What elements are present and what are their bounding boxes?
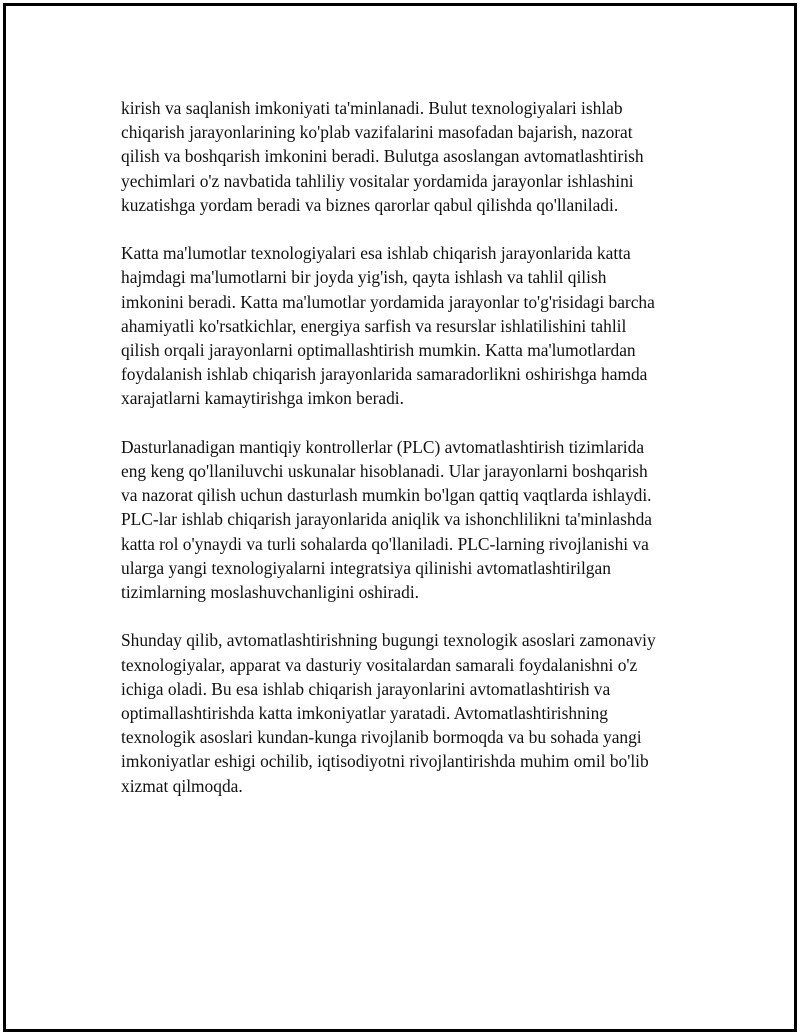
paragraph-big-data: Katta ma'lumotlar texnologiyalari esa ishlab chiqarish jarayonlarida katta hajmdagi ma'lumotlarni bir joyda yig'ish, qayta ishlash va tahlil qilish imkonini beradi. Katta ma'lumotlar yordamida jarayonlar to'g'risidagi barcha ahamiyatli ko'rsatkichlar, energiya sarfish va resurslar ishlatilishini tahlil qilish orqali jarayonlarni optimallashtirish mumkin. Katta ma'lumotlardan foydalanish ishlab chiqarish jarayonlarida samaradorlikni oshirishga hamda xarajatlarni kamaytirishga imkon beradi. bbox=[121, 243, 655, 409]
paragraph-cloud-technologies: kirish va saqlanish imkoniyati ta'minlanadi. Bulut texnologiyalari ishlab chiqarish jarayonlarining ko'plab vazifalarini masofadan bajarish, nazorat qilish va boshqarish imkonini beradi. Bulutga asoslangan avtomatlashtirish yechimlari o'z navbatida tahliliy vositalar yordamida jarayonlar ishlashini kuzatishga yordam beradi va biznes qarorlar qabul qilishda qo'llaniladi. bbox=[121, 98, 644, 215]
paragraph-conclusion: Shunday qilib, avtomatlashtirishning bugungi texnologik asoslari zamonaviy texnologiyalar, apparat va dasturiy vositalardan samarali foydalanishni o'z ichiga oladi. Bu esa ishlab chiqarish jarayonlarini avtomatlashtirish va optimallashtirishda katta imkoniyatlar yaratadi. Avtomatlashtirishning texnologik asoslari kundan-kunga rivojlanib bormoqda va bu sohada yangi imkoniyatlar eshigi ochilib, iqtisodiyotni rivojlantirishda muhim omil bo'lib xizmat qilmoqda. bbox=[121, 630, 656, 796]
document-body bbox=[121, 96, 701, 822]
page-border bbox=[3, 3, 797, 1032]
paragraph-plc: Dasturlanadigan mantiqiy kontrollerlar (PLC) avtomatlashtirish tizimlarida eng keng qo'llaniluvchi uskunalar hisoblanadi. Ular jarayonlarni boshqarish va nazorat qilish uchun dasturlash mumkin bo'lgan qattiq vaqtlarda ishlaydi. PLC-lar ishlab chiqarish jarayonlarida aniqlik va ishonchlilikni ta'minlashda katta rol o'ynaydi va turli sohalarda qo'llaniladi. PLC-larning rivojlanishi va ularga yangi texnologiyalarni integratsiya qilinishi avtomatlashtirilgan tizimlarning moslashuvchanligini oshiradi. bbox=[121, 436, 653, 603]
